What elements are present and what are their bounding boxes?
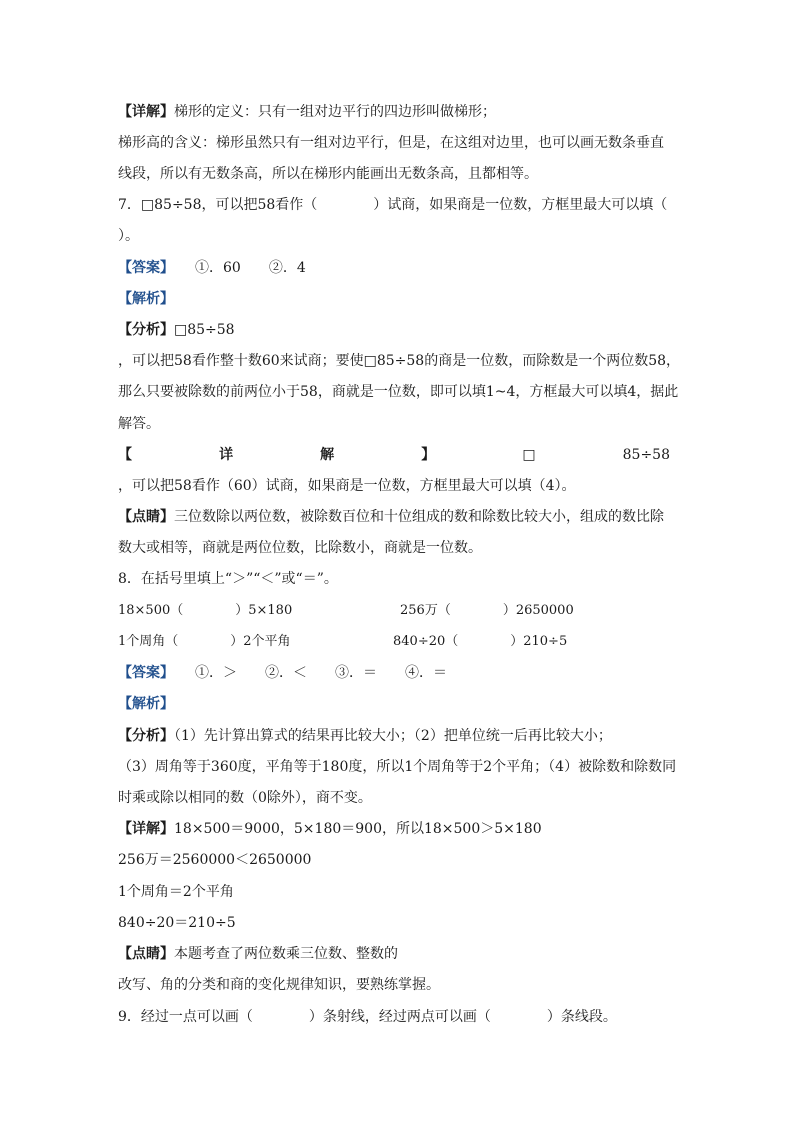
q7-answer-tag: 【答案】	[118, 260, 167, 276]
q6-detail-tag: 【详解】	[118, 104, 174, 120]
q8-question: 8．在括号里填上“＞”“＜”或“＝”。	[118, 571, 338, 587]
q8-row1-right: 256万（ ）2650000	[400, 603, 574, 618]
q7-fenxi-line2: 那么只要被除数的前两位小于58，商就是一位数，即可以填1~4，方框最大可以填4，据此	[118, 384, 679, 400]
q7-analysis-tag	[118, 289, 174, 309]
q7-detail-bracket-close: 】	[421, 447, 436, 463]
q8-dianjing-line2: 改写、角的分类和商的变化规律知识，要熟练掌握。	[118, 977, 440, 993]
q7-fenxi-line3: 解答。	[118, 416, 160, 432]
q8-row2-left: 1个周角（ ）2个平角	[118, 634, 291, 649]
q7-dianjing-line1	[118, 507, 664, 527]
q8-dianjing-tag: 【点睛】	[118, 946, 174, 962]
q7-dianjing-text1: 三位数除以两位数，被除数百位和十位组成的数和除数比较大小，组成的数比除	[174, 509, 664, 525]
q7-answer	[118, 258, 306, 278]
q7-detail-char-xiang: 详	[219, 447, 234, 463]
q7-analysis-label: 【解析】	[118, 291, 174, 307]
q8-answer	[118, 663, 447, 683]
q8-row2-right: 840÷20（ ）210÷5	[393, 634, 568, 649]
q8-fenxi-line1	[118, 726, 612, 746]
q6-height-line1: 梯形高的含义：梯形虽然只有一组对边平行，但是，在这组对边里，也可以画无数条垂直	[118, 135, 664, 151]
q7-fenxi-heading	[118, 320, 235, 340]
q6-height-line2: 线段，所以有无数条高，所以在梯形内能画出无数条高，且都相等。	[118, 166, 538, 182]
q8-fenxi-tag: 【分析】	[118, 728, 174, 744]
q8-dianjing-text1: 本题考查了两位数乘三位数、整数的	[174, 946, 398, 962]
q7-detail-line2: ，可以把58看作（60）试商，如果商是一位数，方框里最大可以填（4）。	[118, 478, 576, 494]
q7-dianjing-tag: 【点睛】	[118, 509, 174, 525]
q7-question-line1: 7．□85÷58，可以把58看作（ ）试商，如果商是一位数，方框里最大可以填（	[118, 197, 668, 213]
q7-detail-bracket-open: 【	[118, 447, 132, 463]
q8-detail-line2: 256万＝2560000＜2650000	[118, 852, 312, 868]
q8-fenxi-text1: （1）先计算出算式的结果再比较大小；（2）把单位统一后再比较大小；	[174, 728, 612, 744]
q8-detail-tag: 【详解】	[118, 821, 174, 837]
q8-analysis-tag	[118, 694, 174, 714]
q8-answer-text: ①．＞ ②．＜ ③．＝ ④．＝	[195, 665, 447, 681]
q6-detail-definition	[118, 102, 496, 122]
q7-fenxi-tag: 【分析】	[118, 322, 174, 338]
q8-detail-line1	[118, 819, 542, 839]
q8-dianjing-line1	[118, 944, 398, 964]
q7-answer-text: ①．60 ②．4	[195, 260, 306, 276]
q9-question: 9．经过一点可以画（ ）条射线，经过两点可以画（ ）条线段。	[118, 1009, 617, 1025]
q7-dianjing-line2: 数大或相等，商就是两位位数，比除数小，商就是一位数。	[118, 540, 482, 556]
q7-detail-heading	[118, 445, 670, 465]
q6-definition-text: 梯形的定义：只有一组对边平行的四边形叫做梯形；	[174, 104, 496, 120]
q8-answer-tag: 【答案】	[118, 665, 167, 681]
q8-detail-text1: 18×500＝9000，5×180＝900，所以18×500＞5×180	[174, 821, 542, 837]
q7-fenxi-expr: □85÷58	[174, 322, 235, 338]
q7-question-line2: ）。	[118, 228, 139, 244]
q8-row1-left: 18×500（ ）5×180	[118, 603, 293, 618]
q7-fenxi-line1: ，可以把58看作整十数60来试商；要使□85÷58的商是一位数，而除数是一个两位数58，	[118, 353, 681, 369]
q8-detail-line4: 840÷20＝210÷5	[118, 915, 236, 931]
q8-fenxi-line2: （3）周角等于360度，平角等于180度，所以1个周角等于2个平角；（4）被除数和除数同	[118, 759, 677, 775]
q8-analysis-label: 【解析】	[118, 696, 174, 712]
q8-detail-line3: 1个周角＝2个平角	[118, 884, 234, 900]
q7-detail-char-jie: 解	[320, 447, 335, 463]
q8-fenxi-line3: 时乘或除以相同的数（0除外），商不变。	[118, 790, 372, 806]
q7-detail-expr: 85÷58	[622, 447, 670, 463]
q7-detail-box: □	[522, 447, 536, 463]
